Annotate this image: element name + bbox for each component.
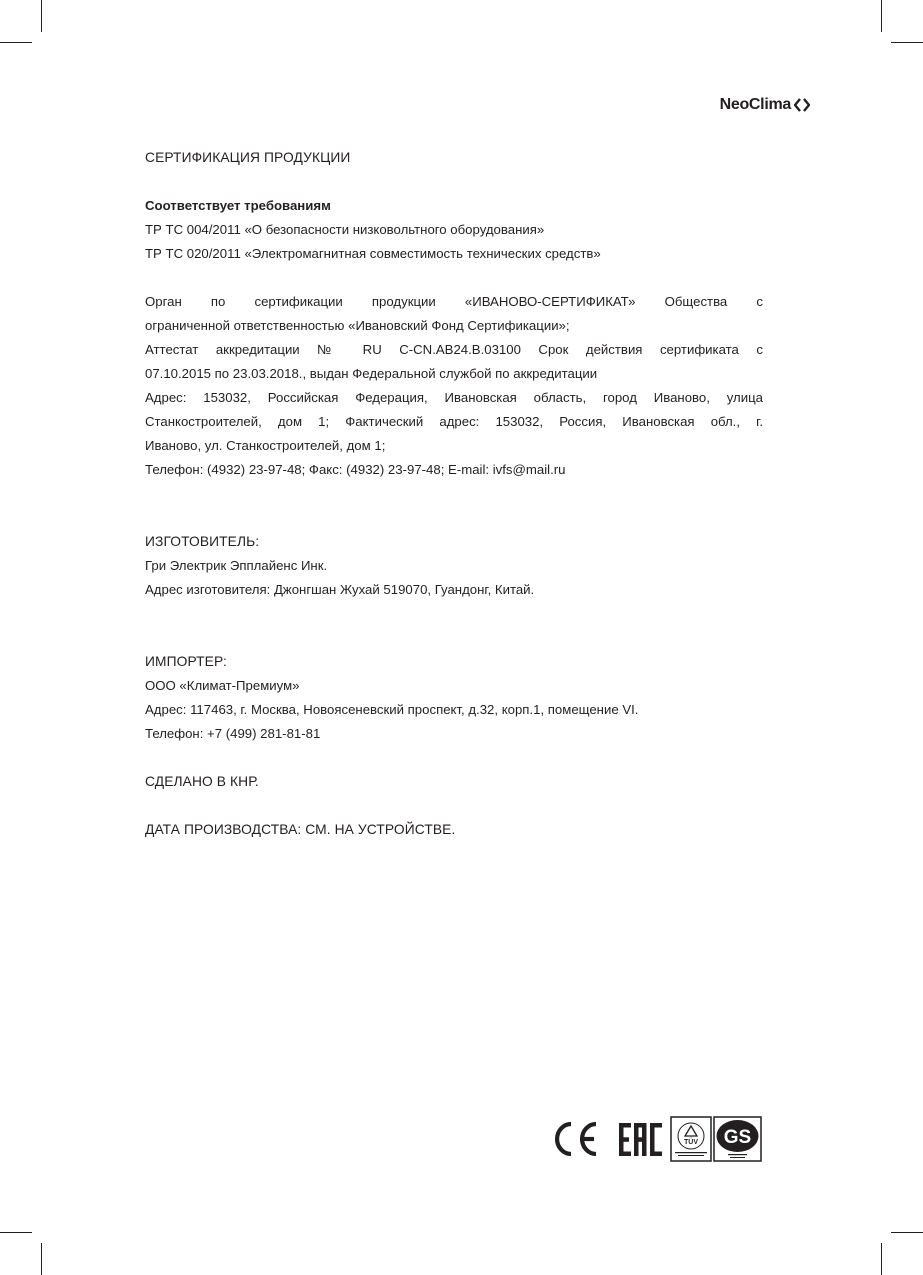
certification-body-line: Аттестат аккредитации № RU C-CN.AB24.B.03100 Срок действия сертификата с	[145, 342, 763, 357]
gs-mark-label: GS	[723, 1127, 752, 1148]
ce-mark-icon	[557, 1124, 596, 1154]
crop-mark-top-left-h	[0, 42, 32, 43]
document-body	[145, 146, 763, 842]
eac-mark-icon	[619, 1123, 662, 1156]
tuv-mark-label: TÜV	[684, 1139, 698, 1146]
crop-mark-top-left	[41, 0, 42, 32]
crop-mark-bottom-right-h	[891, 1232, 923, 1233]
crop-mark-top-right	[881, 0, 882, 32]
production-date-statement: ДАТА ПРОИЗВОДСТВА: СМ. НА УСТРОЙСТВЕ.	[145, 822, 456, 837]
crop-mark-top-right-h	[891, 42, 923, 43]
tuv-mark-icon	[671, 1117, 711, 1161]
origin-statement: СДЕЛАНО В КНР.	[145, 774, 259, 789]
crop-mark-bottom-left-h	[0, 1232, 32, 1233]
importer-address: Адрес: 117463, г. Москва, Новоясеневский проспект, д.32, корп.1, помещение VI.	[145, 702, 639, 717]
brand-logo	[690, 95, 810, 115]
certification-heading: СЕРТИФИКАЦИЯ ПРОДУКЦИИ	[145, 150, 351, 165]
gs-mark-icon	[714, 1117, 761, 1161]
importer-name: ООО «Климат-Премиум»	[145, 678, 300, 693]
brand-diamond-icon	[794, 98, 810, 112]
crop-mark-bottom-left	[41, 1243, 42, 1275]
regulation-line: ТР ТС 004/2011 «О безопасности низковольтного оборудования»	[145, 222, 545, 237]
regulation-line: ТР ТС 020/2011 «Электромагнитная совместимость технических средств»	[145, 246, 601, 261]
compliance-title: Соответствует требованиям	[145, 198, 331, 213]
manufacturer-address: Адрес изготовителя: Джонгшан Жухай 519070, Гуандонг, Китай.	[145, 582, 535, 597]
importer-phone: Телефон: +7 (499) 281-81-81	[145, 726, 321, 741]
certification-body-line: Орган по сертификации продукции «ИВАНОВО-СЕРТИФИКАТ» Общества с	[145, 294, 763, 309]
manufacturer-name: Гри Электрик Эпплайенс Инк.	[145, 558, 328, 573]
certification-body-line: Адрес: 153032, Российская Федерация, Ивановская область, город Иваново, улица	[145, 390, 763, 405]
certification-body-line: 07.10.2015 по 23.03.2018., выдан Федеральной службой по аккредитации	[145, 366, 598, 381]
crop-mark-bottom-right	[881, 1243, 882, 1275]
importer-heading: ИМПОРТЕР:	[145, 654, 227, 669]
certification-body-line: Иваново, ул. Станкостроителей, дом 1;	[145, 438, 386, 453]
certification-contact-line: Телефон: (4932) 23-97-48; Факс: (4932) 23-97-48; E-mail: ivfs@mail.ru	[145, 462, 566, 477]
manufacturer-heading: ИЗГОТОВИТЕЛЬ:	[145, 534, 260, 549]
brand-logo-text: NeoClima	[719, 96, 791, 113]
certification-body-line: ограниченной ответственностью «Ивановский Фонд Сертификации»;	[145, 318, 570, 333]
certification-marks	[552, 1114, 764, 1164]
certification-body-line: Станкостроителей, дом 1; Фактический адрес: 153032, Россия, Ивановская обл., г.	[145, 414, 763, 429]
